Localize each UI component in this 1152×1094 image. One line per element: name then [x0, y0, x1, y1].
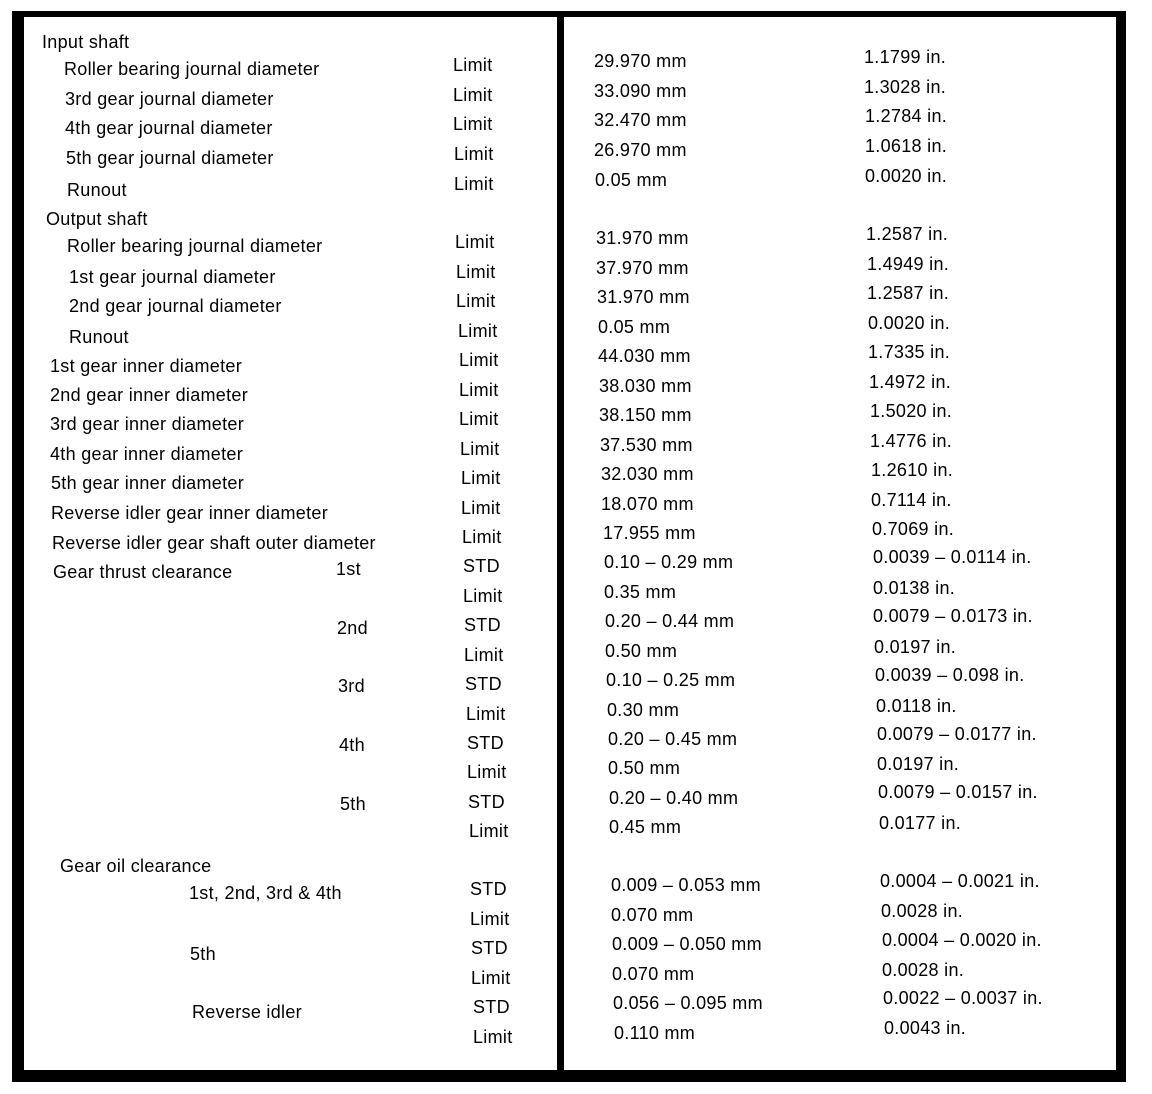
value-inch: 0.0197 in.: [874, 637, 957, 657]
value-mm: 0.20 – 0.44 mm: [605, 611, 735, 631]
spec-type: Limit: [455, 232, 495, 252]
value-inch: 1.2587 in.: [867, 283, 950, 303]
value-mm: 26.970 mm: [594, 140, 687, 160]
value-inch: 1.4949 in.: [867, 254, 950, 274]
spec-type: Limit: [453, 114, 493, 134]
row-label: 5th gear journal diameter: [66, 148, 274, 168]
spec-type: STD: [467, 733, 504, 753]
spec-type: Limit: [454, 174, 494, 194]
spec-type: Limit: [469, 821, 509, 841]
value-mm: 0.50 mm: [608, 758, 681, 778]
value-inch: 0.0043 in.: [884, 1018, 967, 1038]
value-inch: 0.7114 in.: [871, 490, 952, 510]
row-sublabel: 5th: [340, 794, 366, 814]
spec-type: Limit: [459, 380, 499, 400]
row-sublabel: 2nd: [337, 618, 368, 638]
value-inch: 1.3028 in.: [864, 77, 947, 97]
spec-type: Limit: [462, 527, 502, 547]
row-label: 3rd gear inner diameter: [50, 414, 245, 434]
value-inch: 1.4972 in.: [869, 372, 952, 392]
spec-type: Limit: [453, 55, 493, 75]
spec-type: Limit: [463, 586, 503, 606]
value-mm: 0.30 mm: [607, 700, 680, 720]
row-label: 1st gear inner diameter: [50, 356, 242, 376]
row-sublabel: 4th: [339, 735, 365, 755]
value-mm: 0.05 mm: [595, 170, 668, 190]
value-mm: 29.970 mm: [594, 51, 687, 71]
value-mm: 44.030 mm: [598, 346, 691, 366]
row-label: 5th gear inner diameter: [51, 473, 245, 493]
row-label: 4th gear journal diameter: [65, 118, 273, 138]
value-inch: 0.0004 – 0.0021 in.: [880, 871, 1040, 891]
spec-type: STD: [464, 615, 501, 635]
spec-type: STD: [468, 792, 505, 812]
value-inch: 1.2587 in.: [866, 224, 949, 244]
spec-type: Limit: [471, 968, 511, 988]
value-inch: 0.0020 in.: [868, 313, 951, 333]
value-inch: 0.0079 – 0.0173 in.: [873, 606, 1033, 626]
row-sublabel: 3rd: [338, 676, 365, 696]
value-mm: 31.970 mm: [596, 228, 689, 248]
spec-type: Limit: [453, 85, 493, 105]
spec-type: Limit: [466, 704, 506, 724]
value-inch: 0.0039 – 0.0114 in.: [873, 547, 1032, 567]
value-inch: 0.0028 in.: [882, 960, 965, 980]
value-mm: 32.470 mm: [594, 110, 687, 130]
value-mm: 0.10 – 0.25 mm: [606, 670, 736, 690]
value-inch: 1.7335 in.: [868, 342, 951, 362]
spec-type: Limit: [454, 144, 494, 164]
row-label: Gear oil clearance: [60, 856, 212, 876]
value-mm: 0.50 mm: [605, 641, 678, 661]
column-divider: [557, 11, 564, 1082]
row-label: Reverse idler gear inner diameter: [51, 503, 329, 523]
value-inch: 0.0079 – 0.0157 in.: [878, 782, 1038, 802]
value-mm: 0.45 mm: [609, 817, 682, 837]
row-label: Reverse idler gear shaft outer diameter: [52, 533, 376, 553]
value-mm: 0.20 – 0.45 mm: [608, 729, 738, 749]
row-label: Roller bearing journal diameter: [64, 59, 320, 79]
spec-type: STD: [471, 938, 508, 958]
value-mm: 0.110 mm: [614, 1023, 696, 1043]
value-mm: 0.20 – 0.40 mm: [609, 788, 739, 808]
spec-type: Limit: [460, 439, 500, 459]
value-mm: 0.35 mm: [604, 582, 677, 602]
value-mm: 0.070 mm: [612, 964, 695, 984]
value-mm: 18.070 mm: [601, 494, 694, 514]
value-mm: 0.05 mm: [598, 317, 671, 337]
value-inch: 0.0028 in.: [881, 901, 964, 921]
spec-type: Limit: [473, 1027, 513, 1047]
row-label: Runout: [67, 180, 127, 200]
value-inch: 0.0138 in.: [873, 578, 956, 598]
value-mm: 37.970 mm: [596, 258, 689, 278]
spec-type: Limit: [456, 291, 496, 311]
row-sublabel: Reverse idler: [192, 1002, 302, 1022]
row-label: Output shaft: [46, 209, 148, 229]
value-inch: 0.0020 in.: [865, 166, 948, 186]
row-sublabel: 1st, 2nd, 3rd & 4th: [189, 883, 342, 903]
value-mm: 38.030 mm: [599, 376, 692, 396]
value-inch: 1.0618 in.: [865, 136, 948, 156]
value-mm: 17.955 mm: [603, 523, 696, 543]
value-inch: 0.0004 – 0.0020 in.: [882, 930, 1042, 950]
spec-type: STD: [470, 879, 507, 899]
value-mm: 0.009 – 0.050 mm: [612, 934, 762, 954]
row-label: 4th gear inner diameter: [50, 444, 244, 464]
value-inch: 0.0118 in.: [876, 696, 957, 716]
spec-type: Limit: [459, 409, 499, 429]
spec-type: Limit: [461, 498, 501, 518]
row-label: 2nd gear journal diameter: [69, 296, 282, 316]
row-sublabel: 5th: [190, 944, 216, 964]
row-label: Roller bearing journal diameter: [67, 236, 323, 256]
value-mm: 0.009 – 0.053 mm: [611, 875, 761, 895]
row-label: 1st gear journal diameter: [69, 267, 276, 287]
value-inch: 1.2610 in.: [871, 460, 954, 480]
spec-type: Limit: [461, 468, 501, 488]
spec-type: STD: [463, 556, 500, 576]
spec-type: Limit: [470, 909, 510, 929]
spec-type: Limit: [458, 321, 498, 341]
value-inch: 1.5020 in.: [870, 401, 953, 421]
row-label: Runout: [69, 327, 129, 347]
spec-type: Limit: [467, 762, 507, 782]
value-inch: 0.7069 in.: [872, 519, 955, 539]
value-mm: 0.10 – 0.29 mm: [604, 552, 734, 572]
row-label: 2nd gear inner diameter: [50, 385, 249, 405]
value-inch: 1.4776 in.: [870, 431, 953, 451]
value-mm: 0.070 mm: [611, 905, 694, 925]
value-inch: 0.0039 – 0.098 in.: [875, 665, 1025, 685]
value-inch: 0.0022 – 0.0037 in.: [883, 988, 1043, 1008]
row-sublabel: 1st: [336, 559, 361, 579]
value-inch: 1.2784 in.: [865, 106, 948, 126]
value-mm: 0.056 – 0.095 mm: [613, 993, 763, 1013]
spec-type: STD: [465, 674, 502, 694]
value-inch: 0.0197 in.: [877, 754, 960, 774]
spec-type: Limit: [464, 645, 504, 665]
value-mm: 31.970 mm: [597, 287, 690, 307]
row-label: 3rd gear journal diameter: [65, 89, 274, 109]
spec-type: STD: [473, 997, 510, 1017]
value-mm: 37.530 mm: [600, 435, 693, 455]
spec-type: Limit: [459, 350, 499, 370]
value-mm: 33.090 mm: [594, 81, 687, 101]
spec-type: Limit: [456, 262, 496, 282]
row-label: Gear thrust clearance: [53, 562, 233, 582]
value-mm: 38.150 mm: [599, 405, 692, 425]
row-label: Input shaft: [42, 32, 130, 52]
value-inch: 0.0177 in.: [879, 813, 962, 833]
value-inch: 1.1799 in.: [864, 47, 947, 67]
value-inch: 0.0079 – 0.0177 in.: [877, 724, 1037, 744]
value-mm: 32.030 mm: [601, 464, 694, 484]
